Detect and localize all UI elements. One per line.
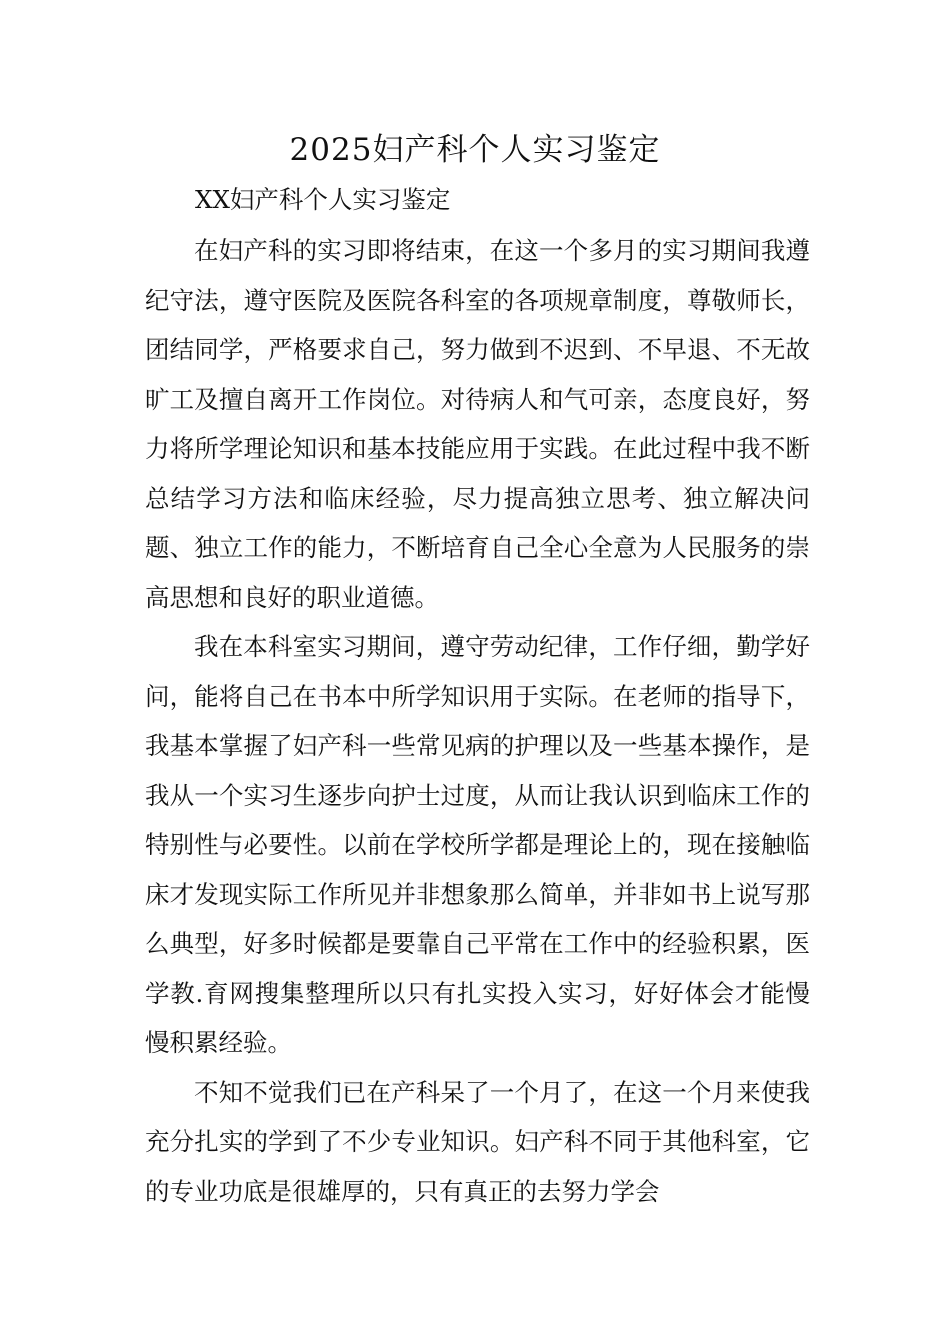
paragraph: 在妇产科的实习即将结束，在这一个多月的实习期间我遵纪守法，遵守医院及医院各科室的各项规章制度，尊敬师长，团结同学，严格要求自己，努力做到不迟到、不早退、不无故旷工及擅自离开工作岗位。对待病人和气可亲，态度良好，努力将所学理论知识和基本技能应用于实践。在此过程中我不断总结学习方法和临床经验，尽力提高独立思考、独立解决问题、独立工作的能力，不断培育自己全心全意为人民服务的崇高思想和良好的职业道德。: [145, 236, 810, 612]
document-body: [145, 226, 810, 1216]
document-title: 2025妇产科个人实习鉴定: [289, 132, 661, 168]
paragraph: 我在本科室实习期间，遵守劳动纪律，工作仔细，勤学好问，能将自己在书本中所学知识用于实际。在老师的指导下，我基本掌握了妇产科一些常见病的护理以及一些基本操作，是我从一个实习生逐步向护士过度，从而让我认识到临床工作的特别性与必要性。以前在学校所学都是理论上的，现在接触临床才发现实际工作所见并非想象那么简单，并非如书上说写那么典型，好多时候都是要靠自己平常在工作中的经验积累，医学教.育网搜集整理所以只有扎实投入实习，好好体会才能慢慢积累经验。: [145, 632, 810, 1057]
paragraph: 不知不觉我们已在产科呆了一个月了，在这一个月来使我充分扎实的学到了不少专业知识。妇产科不同于其他科室，它的专业功底是很雄厚的，只有真正的去努力学会: [145, 1077, 810, 1206]
document-subtitle: XX妇产科个人实习鉴定: [195, 185, 451, 214]
